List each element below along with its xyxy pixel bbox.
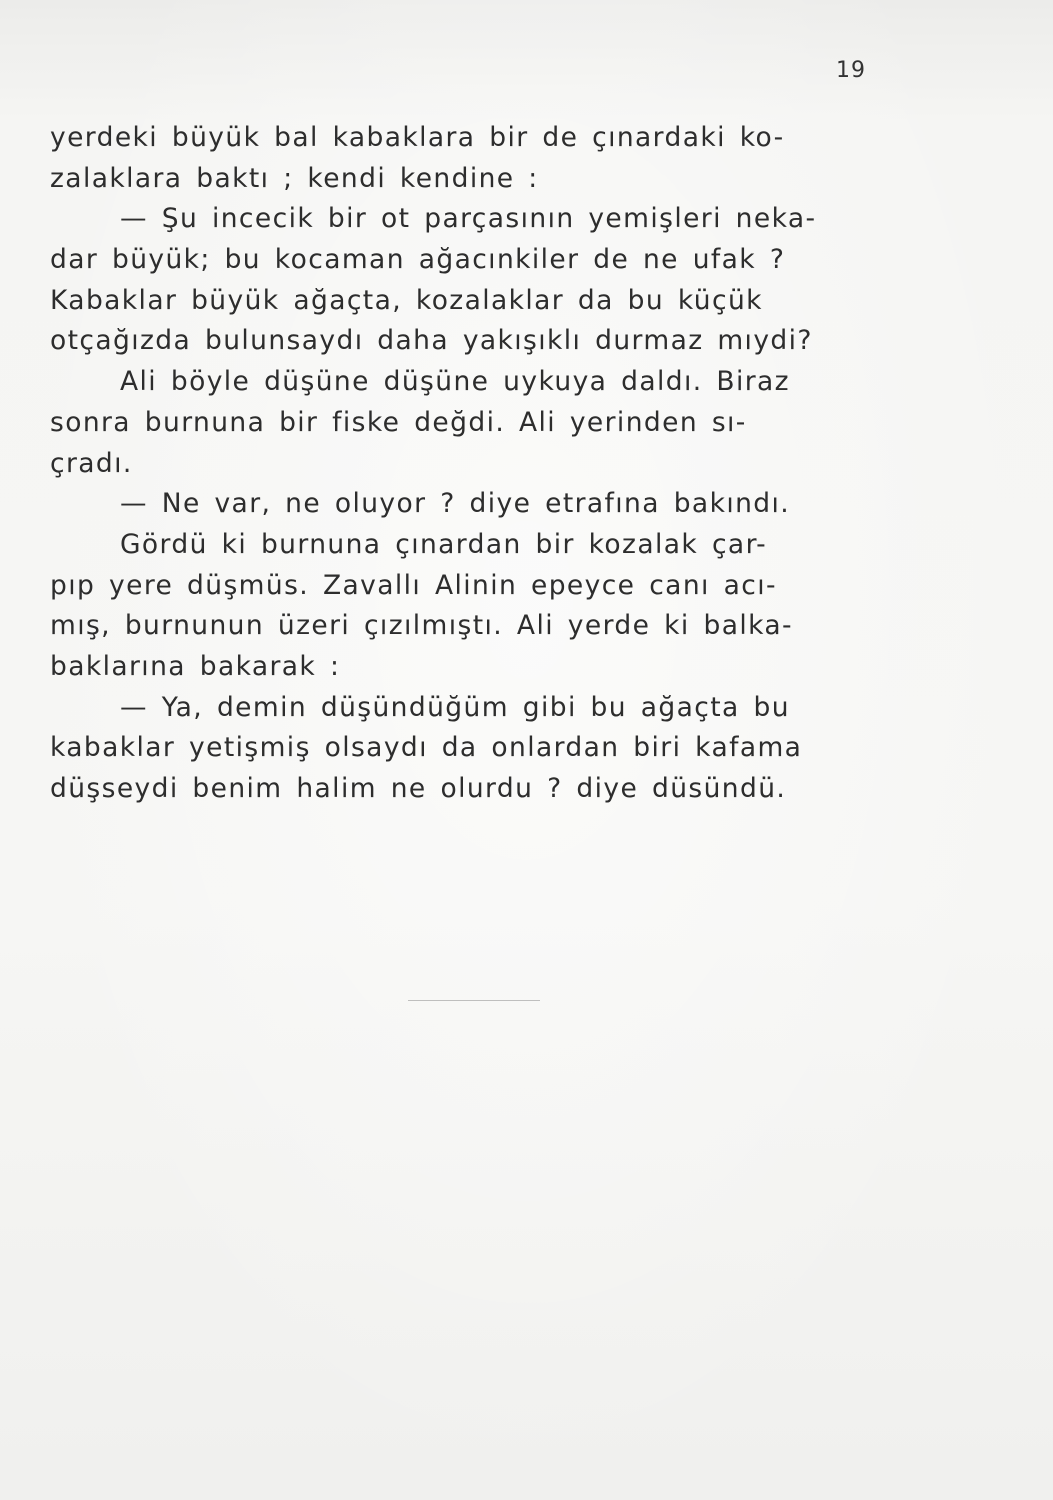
- text-line: Kabaklar büyük ağaçta, kozalaklar da bu küçük: [50, 284, 763, 316]
- text-line: — Ya, demin düşündüğüm gibi bu ağaçta bu: [120, 691, 790, 723]
- text-line: — Şu incecik bir ot parçasının yemişleri neka-: [120, 203, 817, 235]
- text-line: — Ne var, ne oluyor ? diye etrafına bakındı.: [120, 488, 791, 520]
- text-line: zalaklara baktı ; kendi kendine :: [50, 162, 539, 194]
- text-line: Gördü ki burnuna çınardan bir kozalak çar-: [120, 528, 768, 560]
- section-divider: [408, 1000, 540, 1001]
- page-number: 19: [836, 58, 866, 83]
- text-line: baklarına bakarak :: [50, 650, 341, 682]
- text-line: sonra burnuna bir fiske değdi. Ali yerinden sı-: [50, 406, 747, 438]
- text-line: pıp yere düşmüs. Zavallı Alinin epeyce canı acı-: [50, 569, 777, 601]
- text-line: otçağızda bulunsaydı daha yakışıklı durmaz mıydi?: [50, 325, 813, 357]
- text-line: dar büyük; bu kocaman ağacınkiler de ne ufak ?: [50, 244, 786, 276]
- text-line: Ali böyle düşüne düşüne uykuya daldı. Biraz: [120, 366, 790, 398]
- text-line: mış, burnunun üzeri çızılmıştı. Ali yerde ki balka-: [50, 610, 793, 642]
- text-line: çradı.: [50, 447, 133, 479]
- text-line: düşseydi benim halim ne olurdu ? diye düsündü.: [50, 773, 787, 804]
- text-line: kabaklar yetişmiş olsaydı da onlardan biri kafama: [50, 732, 803, 764]
- body-text: [50, 118, 880, 810]
- text-line: yerdeki büyük bal kabaklara bir de çınardaki ko-: [50, 122, 785, 153]
